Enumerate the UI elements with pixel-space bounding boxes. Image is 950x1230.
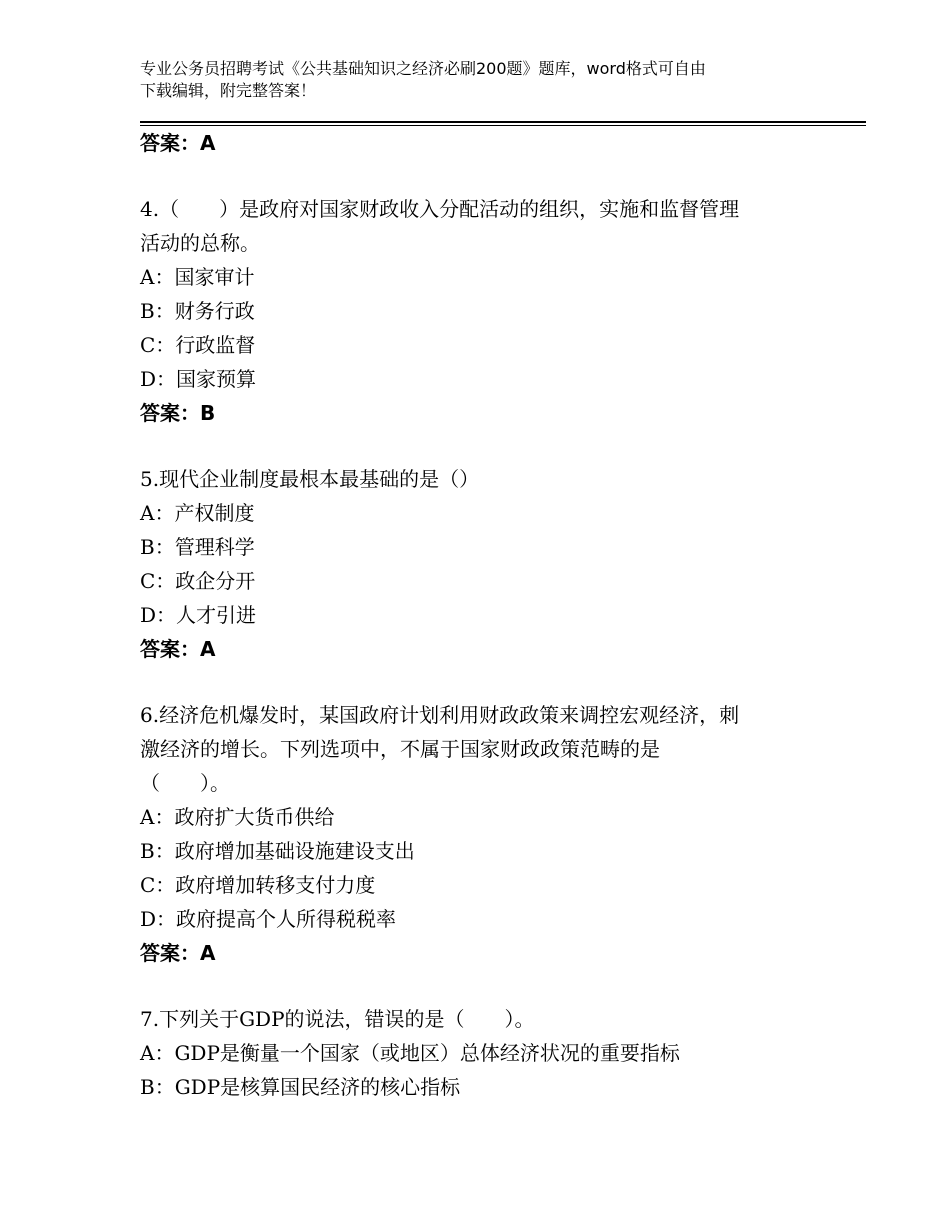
answer-q3: 答案：A — [140, 131, 216, 155]
option-b: B：GDP是核算国民经济的核心指标 — [140, 1075, 461, 1099]
option-a: A：GDP是衡量一个国家（或地区）总体经济状况的重要指标 — [140, 1041, 680, 1065]
option-d: D：人才引进 — [140, 603, 257, 627]
option-d: D：政府提高个人所得税税率 — [140, 907, 397, 931]
option-c: C：行政监督 — [140, 333, 256, 357]
question-stem — [140, 192, 820, 260]
stem-line: 5.现代企业制度最根本最基础的是（） — [140, 467, 480, 491]
option-d: D：国家预算 — [140, 367, 257, 391]
option-c: C：政企分开 — [140, 569, 256, 593]
answer: 答案：A — [140, 637, 216, 661]
question-6 — [140, 698, 820, 970]
answer: 答案：A — [140, 941, 216, 965]
stem-line: 7.下列关于GDP的说法，错误的是（ ）。 — [140, 1007, 535, 1031]
option-a: A：国家审计 — [140, 265, 255, 289]
answer: 答案：B — [140, 401, 216, 425]
option-b: B：政府增加基础设施建设支出 — [140, 839, 415, 863]
stem-line: 4.（ ）是政府对国家财政收入分配活动的组织，实施和监督管理 — [140, 197, 740, 221]
header-divider-thick — [140, 121, 866, 123]
header-line-1: 专业公务员招聘考试《公共基础知识之经济必刷200题》题库，word格式可自由 — [140, 59, 706, 78]
stem-line: 6.经济危机爆发时，某国政府计划利用财政政策来调控宏观经济，刺 — [140, 703, 740, 727]
option-b: B：管理科学 — [140, 535, 255, 559]
question-stem — [140, 1002, 820, 1036]
stem-line: 激经济的增长。下列选项中，不属于国家财政政策范畴的是 — [140, 737, 660, 761]
page-header — [140, 58, 820, 102]
stem-line: 活动的总称。 — [140, 231, 260, 255]
stem-line: （ ）。 — [140, 771, 230, 795]
document-body — [140, 126, 820, 1104]
option-b: B：财务行政 — [140, 299, 255, 323]
question-stem — [140, 462, 820, 496]
header-line-2: 下载编辑，附完整答案！ — [140, 81, 317, 100]
option-a: A：政府扩大货币供给 — [140, 805, 335, 829]
question-4 — [140, 192, 820, 430]
question-stem — [140, 698, 820, 800]
question-5 — [140, 462, 820, 666]
option-c: C：政府增加转移支付力度 — [140, 873, 376, 897]
option-a: A：产权制度 — [140, 501, 255, 525]
question-7 — [140, 1002, 820, 1104]
